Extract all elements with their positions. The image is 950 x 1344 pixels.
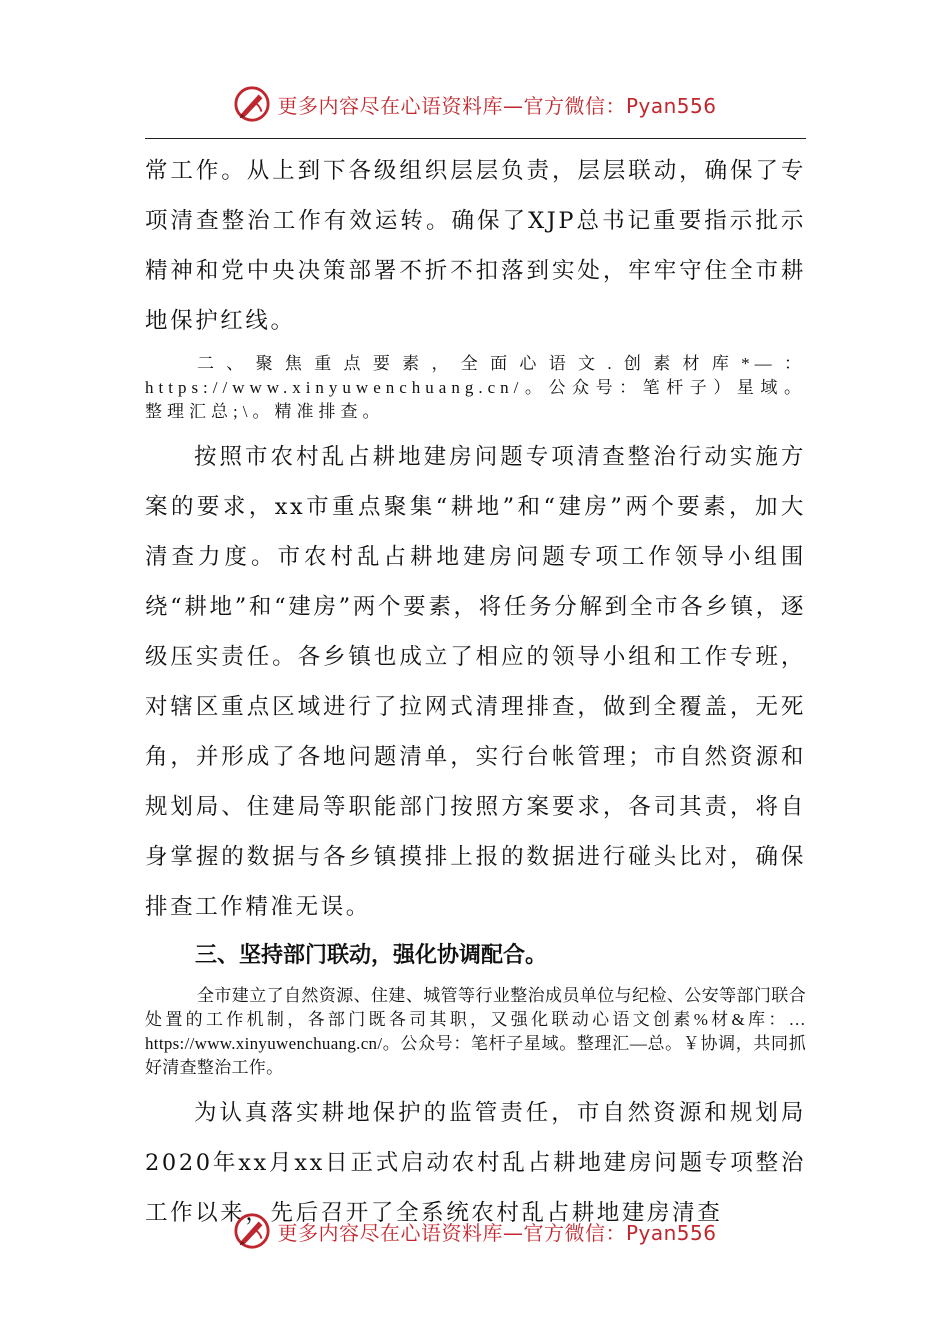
footer-banner (0, 1207, 950, 1255)
pen-logo-icon (233, 1212, 271, 1250)
header-banner-text: 更多内容尽在心语资料库—官方微信：Pyan556 (277, 93, 717, 118)
document-body (145, 146, 806, 1238)
paragraph-3: 为认真落实耕地保护的监管责任，市自然资源和规划局2020年xx月xx日正式启动农村乱占耕地建房问题专项整治工作以来，先后召开了全系统农村乱占耕地建房清查 (145, 1100, 806, 1226)
section-heading-3: 三、坚持部门联动，强化协调配合。 (195, 943, 548, 968)
paragraph-2: 按照市农村乱占耕地建房问题专项清查整治行动实施方案的要求，xx市重点聚集“耕地”和“建房”两个要素，加大清查力度。市农村乱占耕地建房问题专项工作领导小组围绕“耕地”和“建房”两个要素，将任务分解到全市各乡镇，逐级压实责任。各乡镇也成立了相应的领导小组和工作专班，对辖区重点区域进行了拉网式清理排查，做到全覆盖，无死角，并形成了各地问题清单，实行台帐管理；市自然资源和规划局、住建局等职能部门按照方案要求，各司其责，将自身掌握的数据与各乡镇摸排上报的数据进行碰头比对，确保排查工作精准无误。 (145, 444, 806, 920)
pen-logo-icon (233, 85, 271, 123)
header-rule (145, 138, 806, 139)
footer-banner-text: 更多内容尽在心语资料库—官方微信：Pyan556 (277, 1220, 717, 1245)
paragraph-continuation: 常工作。从上到下各级组织层层负责，层层联动，确保了专项清查整治工作有效运转。确保了XJP总书记重要指示批示精神和党中央决策部署不折不扣落到实处，牢牢守住全市耕地保护红线。 (145, 158, 806, 334)
header-banner (0, 80, 950, 128)
watermark-note-1: 二、聚焦重点要素，全面心语文.创素材库*—：https://www.xinyuwenchuang.cn/。公众号：笔杆子）星域。整理汇总;\。精准排查。 (145, 354, 806, 421)
watermark-note-2: 全市建立了自然资源、住建、城管等行业整治成员单位与纪检、公安等部门联合处置的工作机制，各部门既各司其职，又强化联动心语文创素%材&库：…https://www.xinyuwenchuang.cn/。公众号：笔杆子星域。整理汇—总。￥协调，共同抓好清查整治工作。 (145, 986, 806, 1077)
